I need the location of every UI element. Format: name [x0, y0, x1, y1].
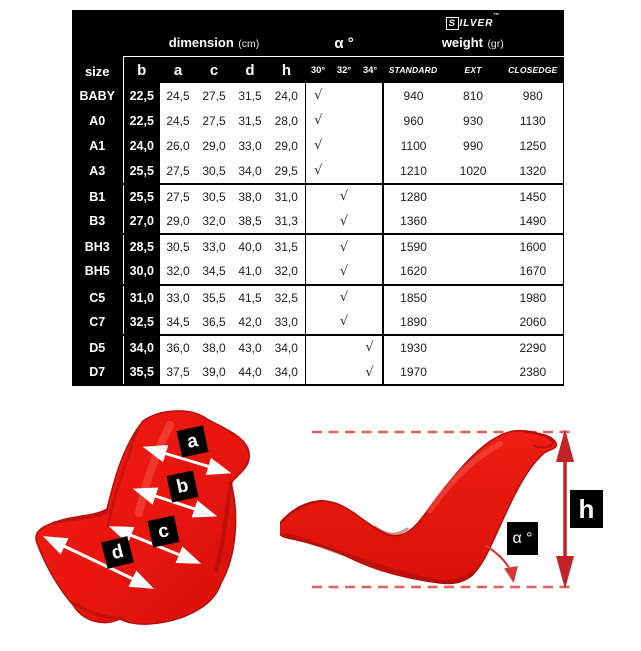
cell-standard: 1890 — [383, 310, 443, 335]
cell-h: 31,0 — [268, 184, 305, 209]
cell-ext — [443, 310, 503, 335]
cell-a32 — [331, 83, 357, 108]
size-column-header: size — [72, 10, 123, 83]
cell-a34: √ — [357, 360, 383, 385]
cell-c: 35,5 — [196, 285, 232, 310]
dimension-unit: (cm) — [238, 38, 260, 50]
cell-standard: 1850 — [383, 285, 443, 310]
table-row — [72, 209, 563, 234]
cell-b: 31,0 — [123, 285, 160, 310]
cell-standard: 960 — [383, 108, 443, 133]
cell-closedge: 1130 — [503, 108, 563, 133]
height-label-h: h — [570, 490, 603, 528]
cell-a: 33,0 — [160, 285, 196, 310]
cell-a32: √ — [331, 234, 357, 259]
cell-a32: √ — [331, 259, 357, 284]
cell-h: 34,0 — [268, 335, 305, 360]
table-row — [72, 184, 563, 209]
col-header-c: c — [196, 57, 232, 84]
cell-a34 — [357, 209, 383, 234]
cell-closedge: 1980 — [503, 285, 563, 310]
cell-closedge: 1320 — [503, 159, 563, 184]
side-seat-shell — [280, 431, 556, 584]
cell-a: 24,5 — [160, 83, 196, 108]
cell-d: 42,0 — [232, 310, 268, 335]
weight-unit: (gr) — [487, 38, 504, 50]
cell-size: B3 — [72, 209, 123, 234]
cell-c: 29,0 — [196, 133, 232, 158]
cell-h: 24,0 — [268, 83, 305, 108]
cell-size: BH3 — [72, 234, 123, 259]
cell-h: 29,5 — [268, 159, 305, 184]
dim-label-c: c — [147, 515, 179, 547]
cell-a32 — [331, 133, 357, 158]
cell-d: 31,5 — [232, 108, 268, 133]
brand-name-rest: ILVER — [459, 18, 494, 29]
silver-brand-logo — [383, 13, 563, 31]
cell-closedge: 1490 — [503, 209, 563, 234]
cell-a34 — [357, 133, 383, 158]
cell-closedge: 2060 — [503, 310, 563, 335]
cell-closedge: 980 — [503, 83, 563, 108]
cell-b: 22,5 — [123, 83, 160, 108]
cell-standard: 1100 — [383, 133, 443, 158]
cell-a32 — [331, 335, 357, 360]
cell-ext — [443, 209, 503, 234]
cell-a32: √ — [331, 310, 357, 335]
cell-a: 26,0 — [160, 133, 196, 158]
cell-size: B1 — [72, 184, 123, 209]
table-row — [72, 133, 563, 158]
cell-c: 27,5 — [196, 83, 232, 108]
cell-standard: 1970 — [383, 360, 443, 385]
cell-ext — [443, 335, 503, 360]
cell-ext: 810 — [443, 83, 503, 108]
cell-size: C7 — [72, 310, 123, 335]
size-table — [72, 10, 564, 386]
cell-c: 27,5 — [196, 108, 232, 133]
cell-a: 36,0 — [160, 335, 196, 360]
cell-b: 24,0 — [123, 133, 160, 158]
dimension-label: dimension — [168, 35, 234, 50]
alpha-group-header: α ° — [305, 10, 383, 57]
cell-a30: √ — [305, 133, 331, 158]
cell-b: 32,5 — [123, 310, 160, 335]
cell-h: 28,0 — [268, 108, 305, 133]
cell-a32 — [331, 108, 357, 133]
cell-b: 27,0 — [123, 209, 160, 234]
table-row — [72, 234, 563, 259]
cell-a34 — [357, 310, 383, 335]
cell-d: 33,0 — [232, 133, 268, 158]
table-row — [72, 360, 563, 385]
cell-a: 34,5 — [160, 310, 196, 335]
cell-a: 24,5 — [160, 108, 196, 133]
cell-c: 30,5 — [196, 159, 232, 184]
cell-h: 31,3 — [268, 209, 305, 234]
cell-b: 30,0 — [123, 259, 160, 284]
cell-closedge: 1450 — [503, 184, 563, 209]
cell-a: 27,5 — [160, 184, 196, 209]
trademark-symbol: ™ — [493, 13, 500, 19]
col-header-d: d — [232, 57, 268, 84]
cell-b: 35,5 — [123, 360, 160, 385]
cell-size: BABY — [72, 83, 123, 108]
brand-s-mark: S — [446, 17, 459, 30]
cell-ext: 1020 — [443, 159, 503, 184]
cell-d: 41,0 — [232, 259, 268, 284]
cell-b: 22,5 — [123, 108, 160, 133]
table-row — [72, 335, 563, 360]
cell-b: 34,0 — [123, 335, 160, 360]
cell-a34 — [357, 234, 383, 259]
cell-c: 39,0 — [196, 360, 232, 385]
cell-a30 — [305, 209, 331, 234]
side-seat-illustration — [280, 415, 610, 600]
cell-a34 — [357, 108, 383, 133]
cell-d: 40,0 — [232, 234, 268, 259]
cell-standard: 1360 — [383, 209, 443, 234]
cell-size: D7 — [72, 360, 123, 385]
table-row — [72, 259, 563, 284]
cell-a30 — [305, 335, 331, 360]
cell-a30: √ — [305, 108, 331, 133]
cell-size: BH5 — [72, 259, 123, 284]
cell-d: 43,0 — [232, 335, 268, 360]
cell-closedge: 1670 — [503, 259, 563, 284]
cell-size: A1 — [72, 133, 123, 158]
cell-ext — [443, 184, 503, 209]
cell-a34 — [357, 83, 383, 108]
cell-a30 — [305, 259, 331, 284]
cell-a30 — [305, 310, 331, 335]
dim-label-a: a — [176, 425, 208, 457]
cell-a32: √ — [331, 184, 357, 209]
cell-a30 — [305, 234, 331, 259]
cell-closedge: 2380 — [503, 360, 563, 385]
cell-c: 38,0 — [196, 335, 232, 360]
cell-a32: √ — [331, 209, 357, 234]
cell-b: 25,5 — [123, 159, 160, 184]
dim-label-b: b — [166, 470, 198, 502]
cell-standard: 1210 — [383, 159, 443, 184]
cell-standard: 1620 — [383, 259, 443, 284]
cell-c: 30,5 — [196, 184, 232, 209]
dim-label-d: d — [101, 536, 134, 569]
col-header-h: h — [268, 57, 305, 84]
cell-closedge: 2290 — [503, 335, 563, 360]
col-header-32deg: 32° — [331, 57, 357, 84]
cell-a30 — [305, 360, 331, 385]
cell-a34 — [357, 184, 383, 209]
cell-h: 32,5 — [268, 285, 305, 310]
cell-closedge: 1250 — [503, 133, 563, 158]
col-header-standard: STANDARD — [383, 57, 443, 84]
cell-size: A3 — [72, 159, 123, 184]
cell-c: 32,0 — [196, 209, 232, 234]
cell-a34 — [357, 159, 383, 184]
cell-a30 — [305, 184, 331, 209]
cell-size: C5 — [72, 285, 123, 310]
cell-a: 30,5 — [160, 234, 196, 259]
cell-a32: √ — [331, 285, 357, 310]
cell-d: 38,5 — [232, 209, 268, 234]
cell-a32 — [331, 360, 357, 385]
cell-d: 38,0 — [232, 184, 268, 209]
table-row — [72, 159, 563, 184]
weight-label: weight — [441, 35, 483, 50]
cell-a: 32,0 — [160, 259, 196, 284]
cell-c: 33,0 — [196, 234, 232, 259]
cell-ext — [443, 259, 503, 284]
cell-c: 34,5 — [196, 259, 232, 284]
cell-a: 37,5 — [160, 360, 196, 385]
dimension-group-header — [123, 10, 305, 57]
cell-h: 32,0 — [268, 259, 305, 284]
cell-a32 — [331, 159, 357, 184]
cell-ext — [443, 234, 503, 259]
front-seat-illustration — [20, 400, 265, 640]
col-header-closedge: CLOSEDGE — [503, 57, 563, 84]
col-header-a: a — [160, 57, 196, 84]
front-seat-shell — [36, 411, 249, 624]
cell-h: 29,0 — [268, 133, 305, 158]
cell-standard: 1930 — [383, 335, 443, 360]
cell-b: 28,5 — [123, 234, 160, 259]
cell-ext: 990 — [443, 133, 503, 158]
table-body — [72, 83, 563, 385]
cell-h: 34,0 — [268, 360, 305, 385]
col-header-b: b — [123, 57, 160, 84]
cell-standard: 1280 — [383, 184, 443, 209]
weight-group-header — [383, 10, 563, 57]
cell-standard: 940 — [383, 83, 443, 108]
cell-d: 31,5 — [232, 83, 268, 108]
cell-d: 34,0 — [232, 159, 268, 184]
col-header-30deg: 30° — [305, 57, 331, 84]
cell-size: D5 — [72, 335, 123, 360]
col-header-34deg: 34° — [357, 57, 383, 84]
cell-b: 25,5 — [123, 184, 160, 209]
table-header — [72, 10, 563, 83]
table-row — [72, 83, 563, 108]
cell-ext — [443, 360, 503, 385]
table-row — [72, 310, 563, 335]
cell-a34 — [357, 285, 383, 310]
cell-standard: 1590 — [383, 234, 443, 259]
cell-h: 33,0 — [268, 310, 305, 335]
cell-ext: 930 — [443, 108, 503, 133]
cell-a: 29,0 — [160, 209, 196, 234]
cell-a: 27,5 — [160, 159, 196, 184]
col-header-ext: EXT — [443, 57, 503, 84]
cell-a30: √ — [305, 159, 331, 184]
cell-a30 — [305, 285, 331, 310]
cell-a34 — [357, 259, 383, 284]
cell-h: 31,5 — [268, 234, 305, 259]
cell-a30: √ — [305, 83, 331, 108]
cell-closedge: 1600 — [503, 234, 563, 259]
table-row — [72, 285, 563, 310]
cell-size: A0 — [72, 108, 123, 133]
angle-label-alpha: α ° — [507, 522, 538, 555]
cell-a34: √ — [357, 335, 383, 360]
cell-c: 36,5 — [196, 310, 232, 335]
table-row — [72, 108, 563, 133]
cell-d: 44,0 — [232, 360, 268, 385]
cell-d: 41,5 — [232, 285, 268, 310]
cell-ext — [443, 285, 503, 310]
